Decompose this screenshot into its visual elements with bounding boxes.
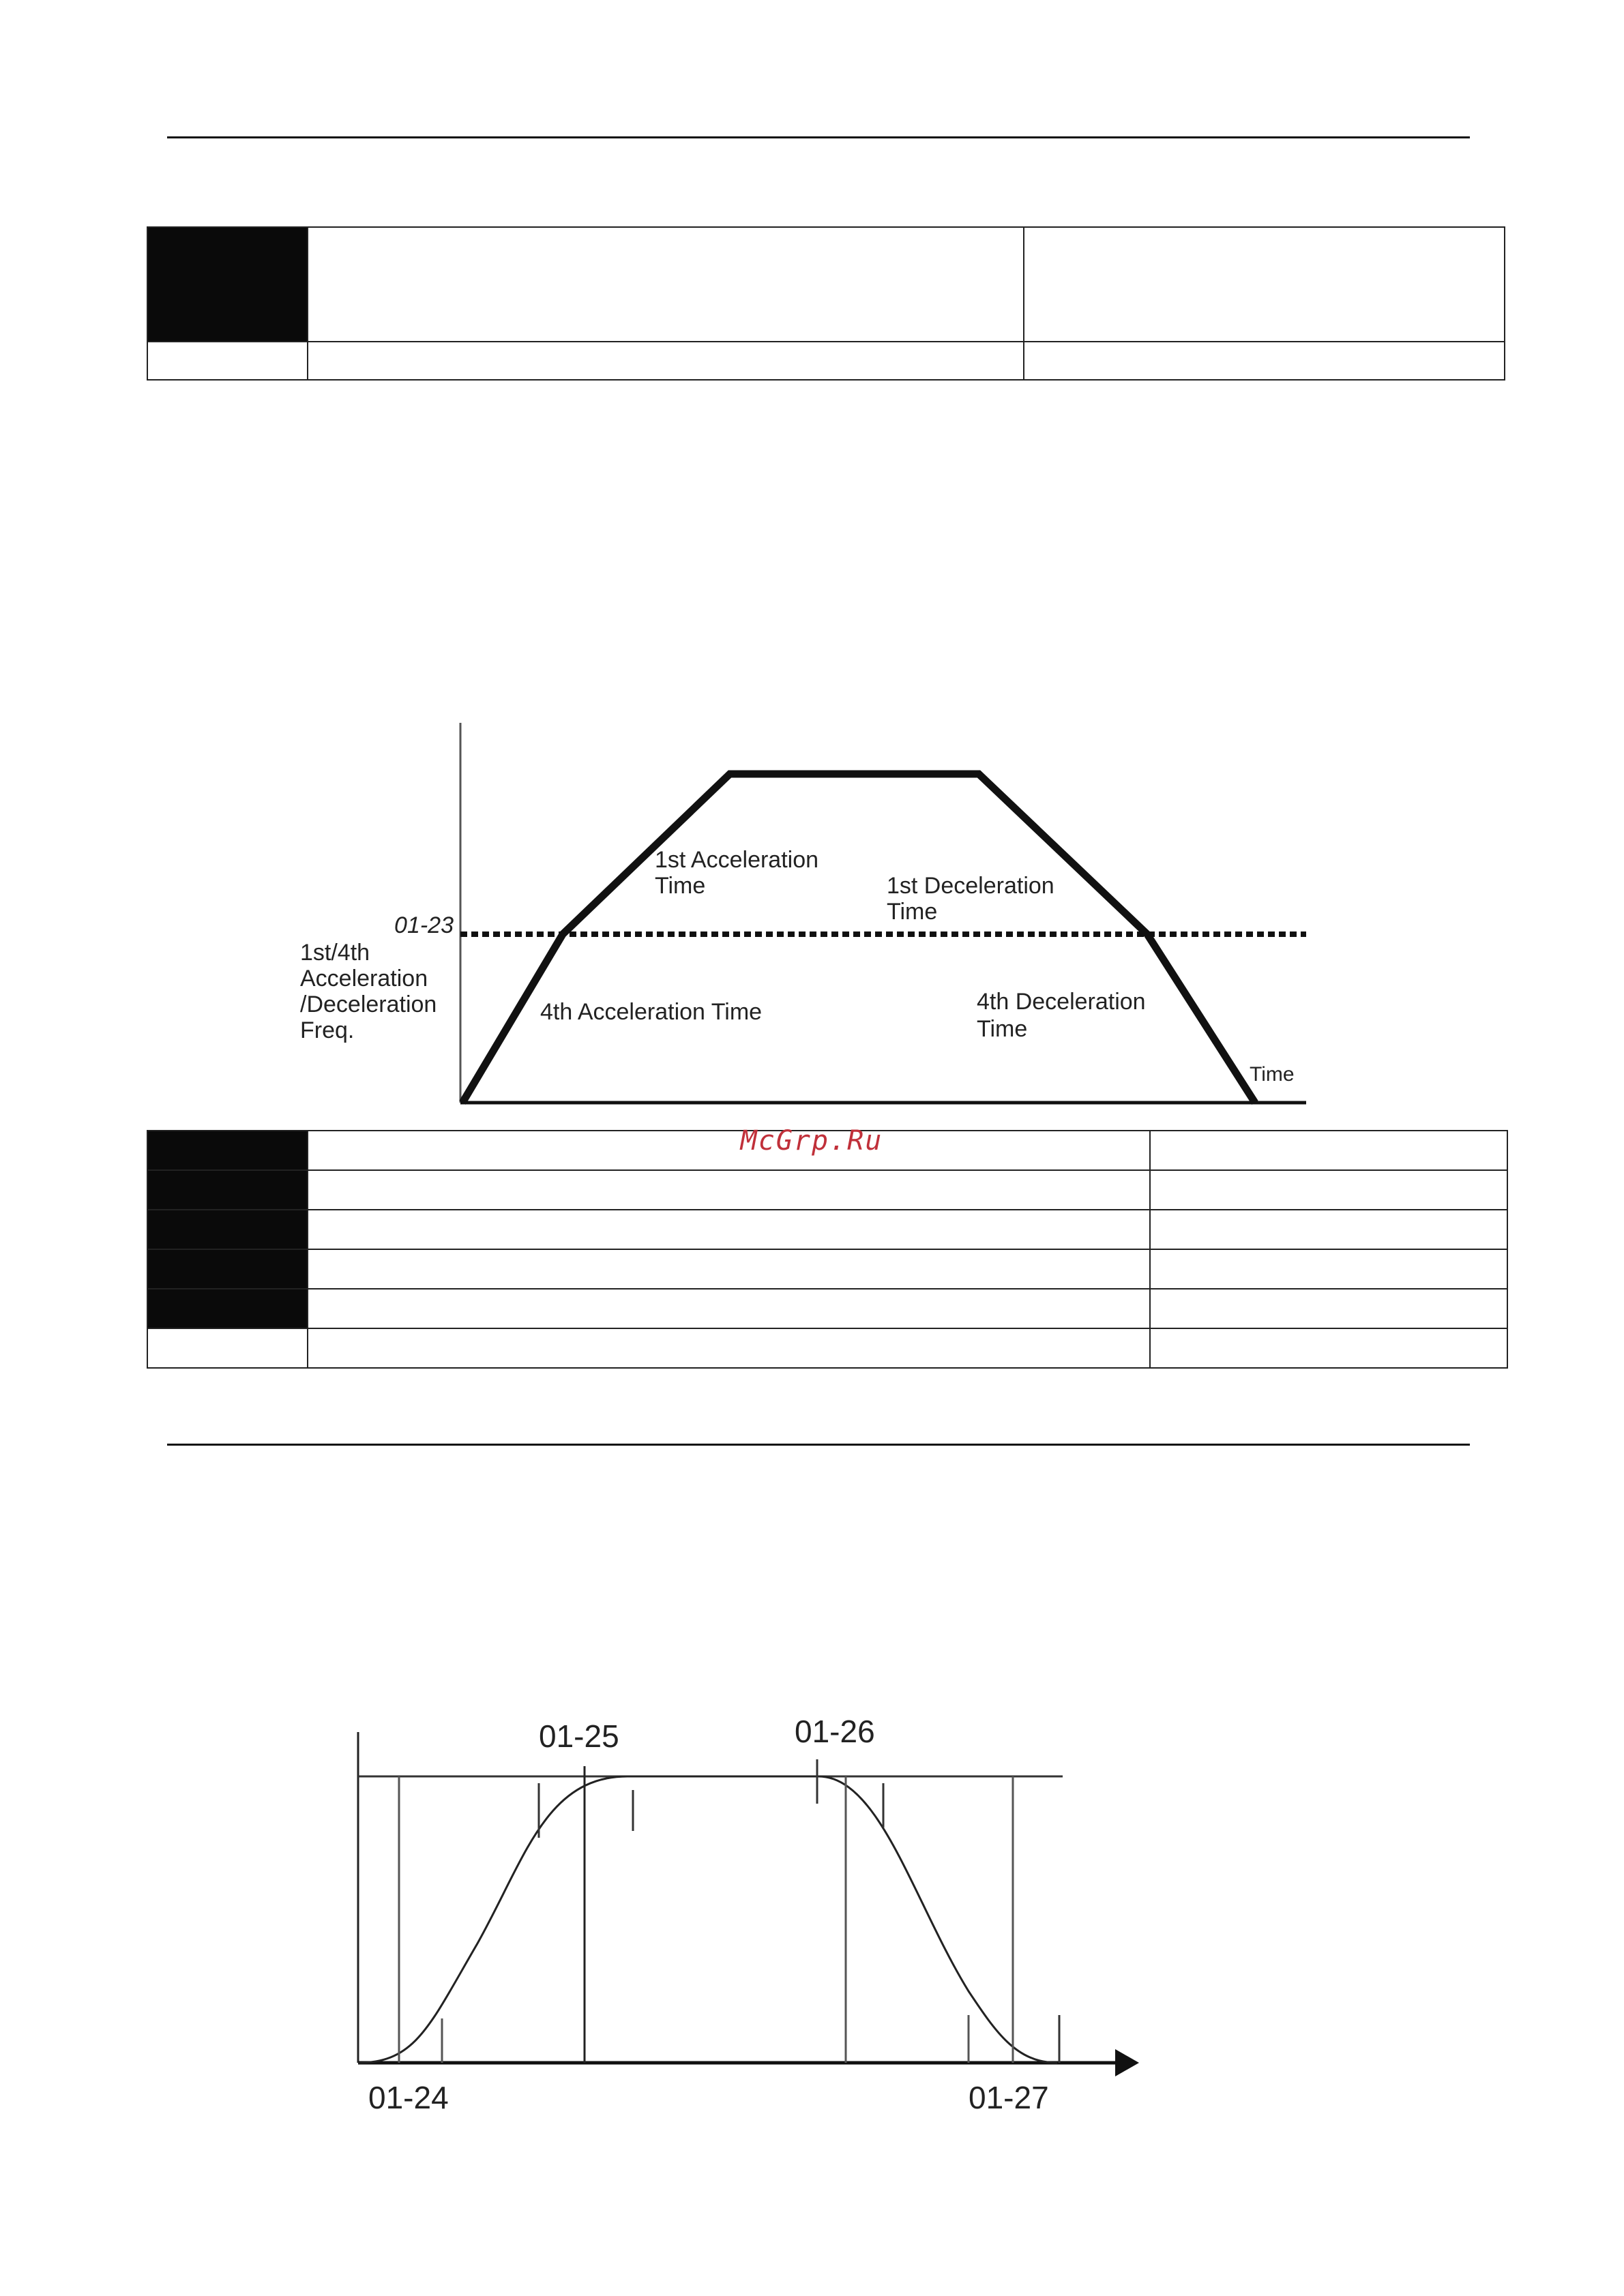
table-row bbox=[147, 227, 1505, 342]
table-row bbox=[147, 1249, 1507, 1289]
param-desc-cell bbox=[308, 1289, 1150, 1328]
param-desc-cell bbox=[308, 1170, 1150, 1210]
param-code-cell bbox=[147, 1289, 308, 1328]
table-row bbox=[147, 342, 1505, 380]
param-unit-cell bbox=[1150, 1131, 1507, 1170]
parameter-table-2 bbox=[147, 1130, 1508, 1369]
freq-label-line: 1st/4th bbox=[300, 940, 370, 966]
watermark: McGrp.Ru bbox=[740, 1125, 883, 1157]
param-code-cell bbox=[147, 1131, 308, 1170]
section-rule bbox=[167, 1444, 1470, 1446]
freq-label-line: Acceleration bbox=[300, 966, 428, 992]
param-unit-cell bbox=[1150, 1289, 1507, 1328]
param-desc-cell bbox=[308, 1328, 1150, 1368]
dec4-label bbox=[977, 989, 1152, 1042]
param-code-cell bbox=[147, 227, 308, 342]
x-axis-arrow-icon bbox=[1115, 2049, 1139, 2076]
table-row bbox=[147, 1170, 1507, 1210]
param-unit-cell bbox=[1150, 1328, 1507, 1368]
param-01-27-label: 01-27 bbox=[969, 2080, 1049, 2115]
acceleration-deceleration-diagram bbox=[286, 709, 1323, 1118]
s-curve-line bbox=[358, 1776, 1057, 2063]
param-unit-cell bbox=[1150, 1249, 1507, 1289]
freq-label bbox=[300, 940, 443, 1043]
param-unit-cell bbox=[1150, 1170, 1507, 1210]
param-code-cell bbox=[147, 1210, 308, 1249]
param-desc-cell bbox=[308, 227, 1024, 342]
param-unit-cell bbox=[1024, 227, 1505, 342]
dec1-label bbox=[887, 873, 1061, 925]
top-rule bbox=[167, 136, 1470, 138]
param-01-25-label: 01-25 bbox=[539, 1718, 619, 1754]
param-code-cell bbox=[147, 1249, 308, 1289]
speed-profile-line bbox=[462, 774, 1255, 1103]
param-01-24-label: 01-24 bbox=[368, 2080, 449, 2115]
parameter-table-1 bbox=[147, 226, 1505, 381]
param-01-23-label: 01-23 bbox=[394, 912, 454, 938]
param-01-26-label: 01-26 bbox=[795, 1714, 875, 1749]
param-desc-cell bbox=[308, 342, 1024, 380]
acc1-label-line: Time bbox=[655, 873, 706, 899]
param-unit-cell bbox=[1024, 342, 1505, 380]
dec4-label-line: 4th Deceleration bbox=[977, 989, 1146, 1015]
dec1-label-line: Time bbox=[887, 899, 938, 925]
param-desc-cell bbox=[308, 1249, 1150, 1289]
dec4-label-line: Time bbox=[977, 1016, 1028, 1042]
dec1-label-line: 1st Deceleration bbox=[887, 873, 1054, 899]
param-code-cell bbox=[147, 1328, 308, 1368]
freq-label-line: Freq. bbox=[300, 1017, 355, 1043]
time-axis-label: Time bbox=[1250, 1063, 1295, 1086]
param-desc-cell bbox=[308, 1210, 1150, 1249]
acc4-label: 4th Acceleration Time bbox=[540, 999, 763, 1025]
acc1-label-line: 1st Acceleration bbox=[655, 847, 819, 873]
table-row bbox=[147, 1289, 1507, 1328]
param-code-cell bbox=[147, 342, 308, 380]
freq-label-line: /Deceleration bbox=[300, 992, 437, 1017]
param-unit-cell bbox=[1150, 1210, 1507, 1249]
table-row bbox=[147, 1210, 1507, 1249]
acc1-label bbox=[655, 847, 825, 899]
table-row bbox=[147, 1328, 1507, 1368]
s-curve-diagram bbox=[341, 1705, 1160, 2128]
param-code-cell bbox=[147, 1170, 308, 1210]
